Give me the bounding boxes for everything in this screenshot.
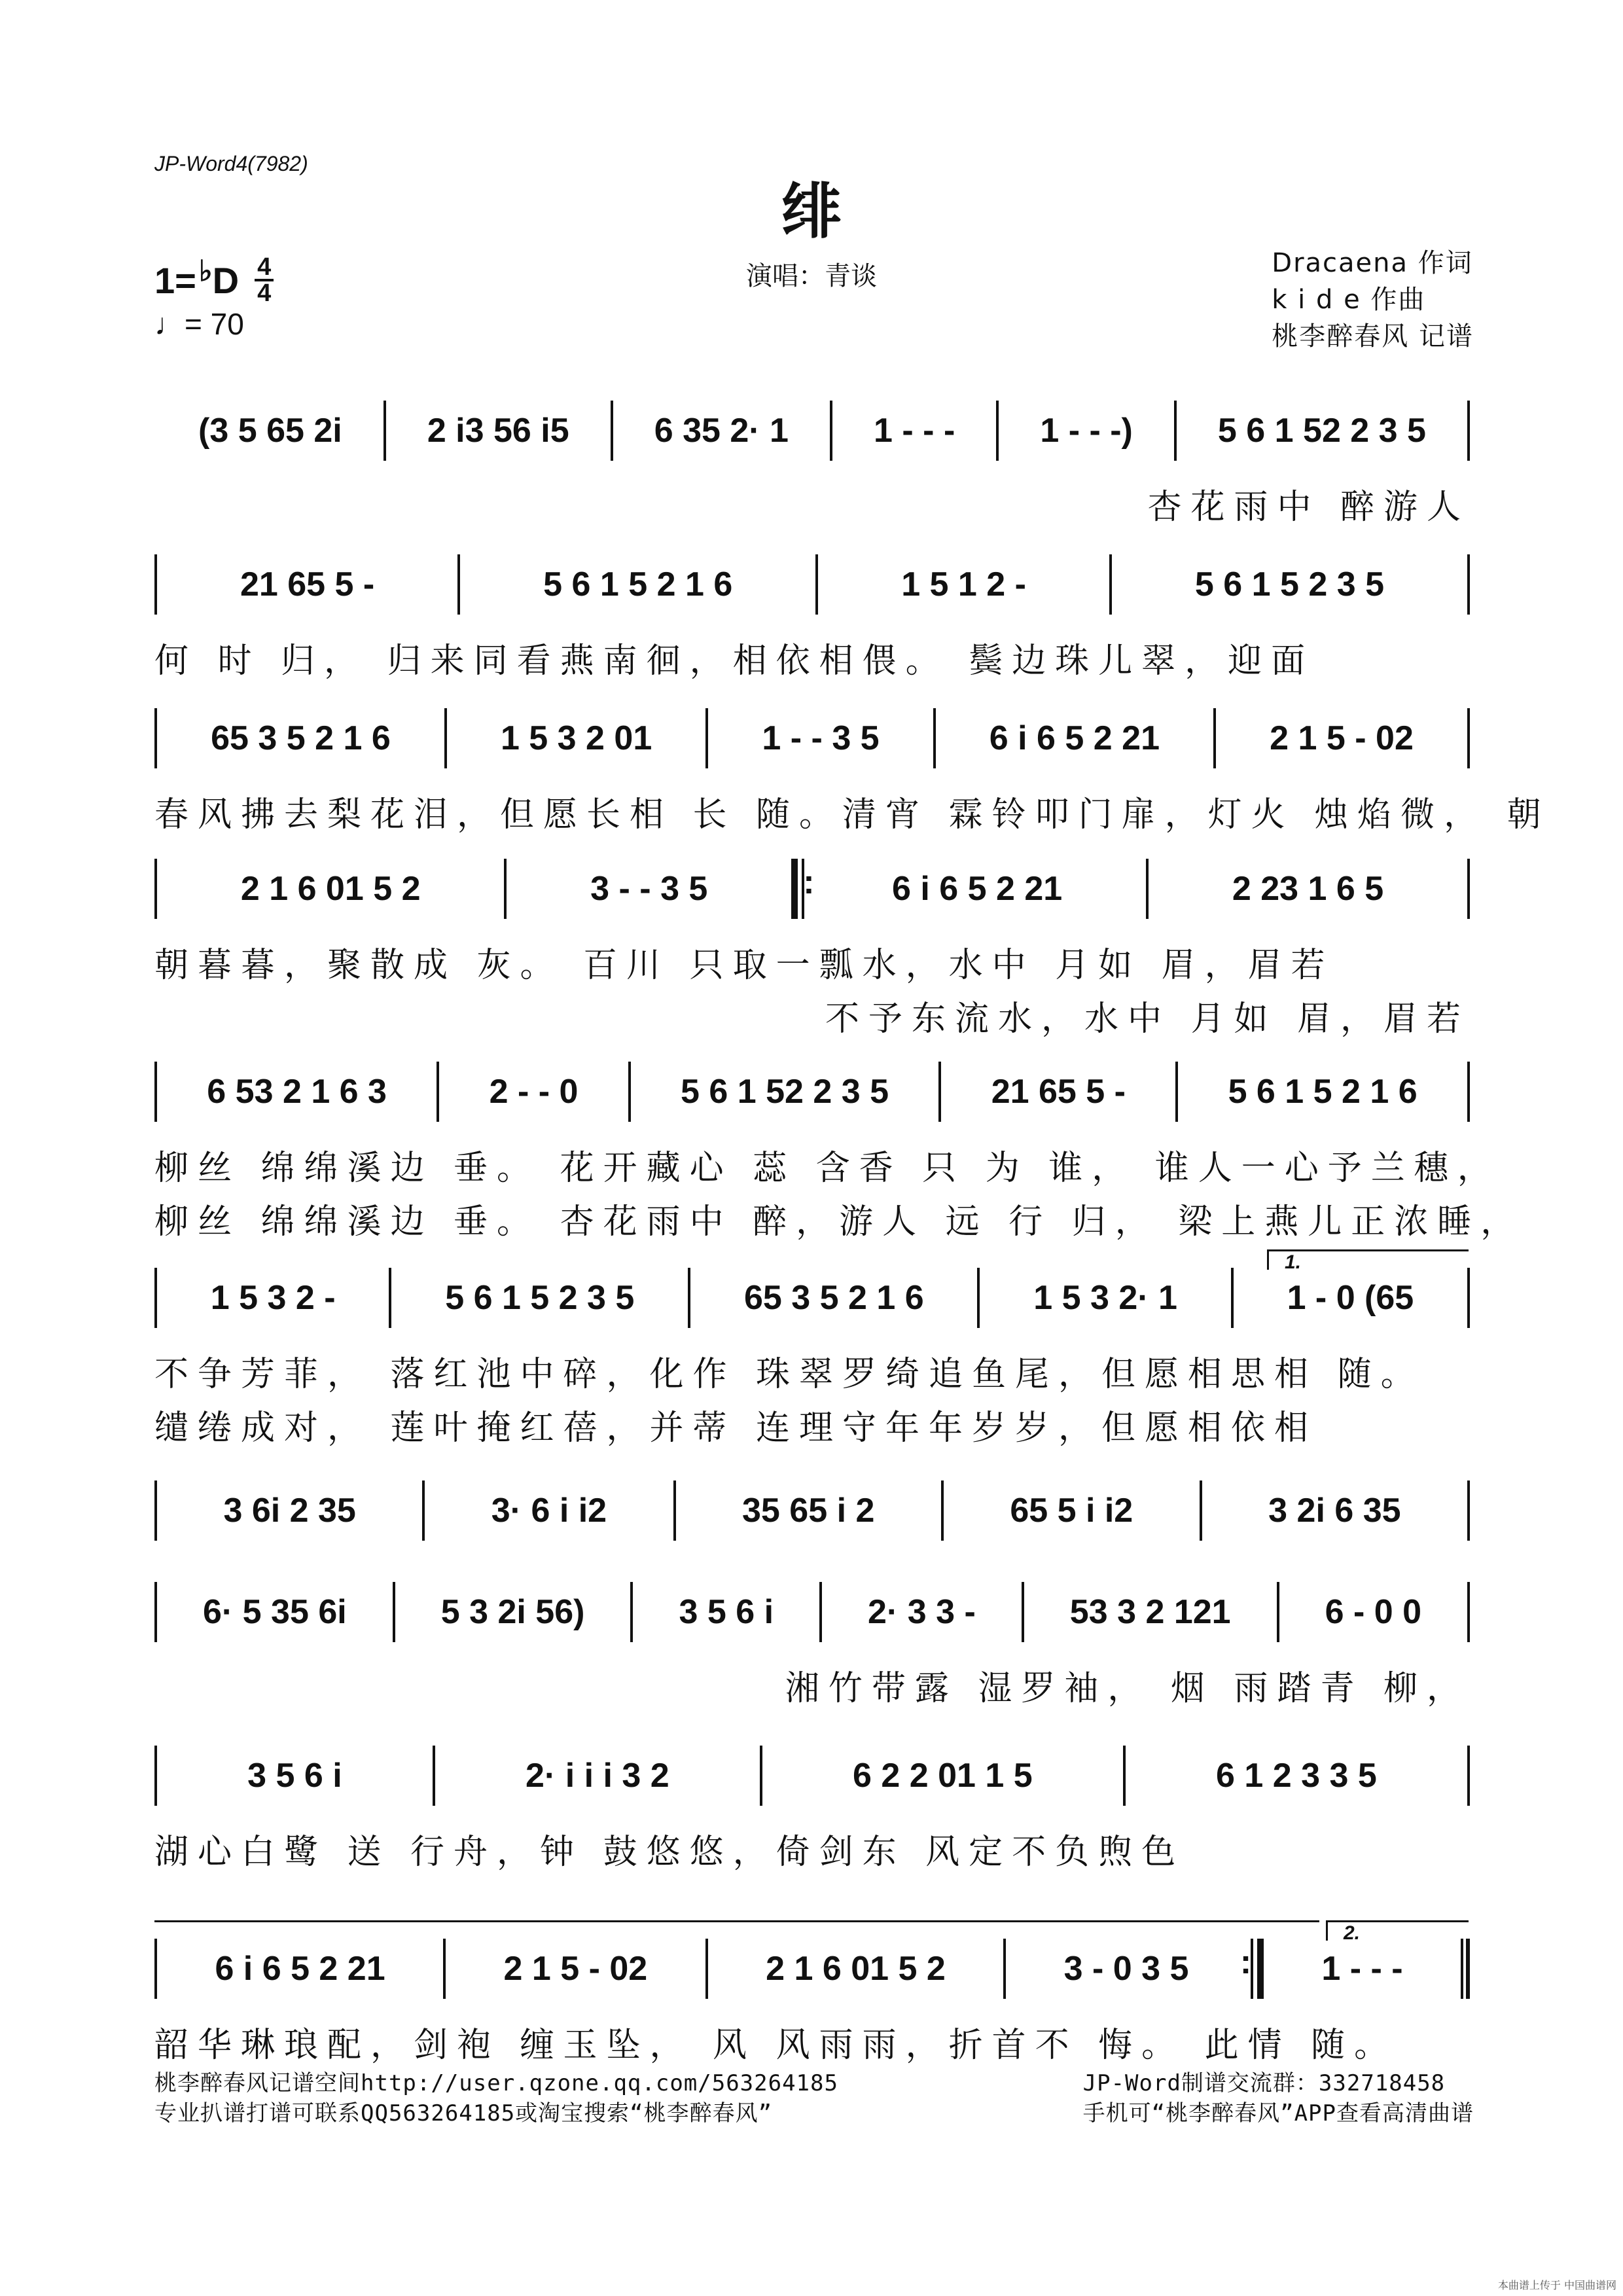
- footer-app: 手机可“桃李醉春风”APP查看高清曲谱: [1082, 2100, 1474, 2126]
- measure: 1 - - 3 5: [762, 719, 880, 757]
- measure: 6 - 0 0: [1325, 1593, 1422, 1631]
- measure: 6 i 6 5 2 21: [892, 870, 1063, 908]
- measure: 65 3 5 2 1 6: [211, 719, 391, 757]
- tempo-value: = 70: [185, 307, 244, 341]
- score-system: [154, 1922, 1470, 2065]
- footer-left: [154, 2068, 838, 2128]
- measure: 2· i i i 3 2: [526, 1757, 669, 1795]
- measure: 5 6 1 5 2 1 6: [1228, 1073, 1418, 1111]
- footer-contact: 专业扒谱打谱可联系QQ563264185或淘宝搜索“桃李醉春风”: [154, 2100, 773, 2126]
- lyric-line: 柳丝 绵绵溪边 垂。 花开藏心 蕊 含香 只 为 谁， 谁人一心予兰穗，: [154, 1149, 1501, 1188]
- measure: 6 i 6 5 2 21: [989, 719, 1160, 757]
- score-system: [154, 1251, 1470, 1448]
- music-line: [154, 1922, 1470, 2000]
- software-label: JP-Word4(7982): [154, 152, 308, 175]
- key-prefix: 1=: [154, 259, 196, 301]
- lyric-line: 湘竹带露 湿罗袖， 烟 雨踏青 柳，: [785, 1669, 1470, 1708]
- measure: 1 - - -): [1040, 412, 1133, 450]
- lyric-line: 何 时 归， 归来同看燕南徊，相依相偎。 鬓边珠儿翠，迎面: [154, 641, 1315, 681]
- measure: 1 - 0 (65: [1287, 1279, 1414, 1317]
- barline: [1467, 401, 1470, 461]
- lyric-line: 春风拂去梨花泪，但愿长相 长 随。清宵 霖铃叩门扉，灯火 烛焰微， 朝: [154, 795, 1550, 834]
- singer-credit: 演唱：青谈: [746, 261, 877, 291]
- measure: 1 - - -: [1321, 1950, 1403, 1988]
- measure: 3 - 0 3 5: [1063, 1950, 1189, 1988]
- volta-1-extension: [154, 1920, 1319, 1922]
- score-system: [154, 707, 1550, 834]
- measure: 2 - - 0: [489, 1073, 579, 1111]
- volta-2-label: 2.: [1344, 1922, 1361, 1944]
- music-line: [154, 1251, 1470, 1329]
- measure: 2 1 5 - 02: [1270, 719, 1414, 757]
- flat-symbol: ♭: [198, 255, 213, 287]
- lyric-line: 柳丝 绵绵溪边 垂。 杏花雨中 醉，游人 远 行 归， 梁上燕儿正浓睡，: [154, 1202, 1524, 1242]
- lyric-line: 不予东流水，水中 月如 眉，眉若: [825, 999, 1470, 1039]
- music-line: [154, 399, 1470, 462]
- measure: 2 1 6 01 5 2: [240, 870, 421, 908]
- measure: 6· 5 35 6i: [203, 1593, 347, 1631]
- repeat-start-barline: [791, 859, 808, 919]
- measure: 21 65 5 -: [991, 1073, 1126, 1111]
- barline: [1467, 1062, 1470, 1122]
- measure: 2 i3 56 i5: [427, 412, 569, 450]
- measure: 5 6 1 5 2 3 5: [445, 1279, 635, 1317]
- lyric-line: 不争芳菲， 落红池中碎，化作 珠翠罗绮追鱼尾，但愿相思相 随。: [154, 1355, 1424, 1394]
- volta-1: [1267, 1249, 1469, 1273]
- score-system: [154, 553, 1470, 681]
- measure: 65 5 i i2: [1010, 1492, 1133, 1530]
- barline: [1467, 708, 1470, 768]
- measure: 35 65 i 2: [742, 1492, 875, 1530]
- barline: [1467, 1268, 1470, 1328]
- measure: 6 53 2 1 6 3: [207, 1073, 387, 1111]
- measure: 5 6 1 52 2 3 5: [681, 1073, 889, 1111]
- barline: [1467, 554, 1470, 615]
- measure: 1 5 3 2· 1: [1033, 1279, 1177, 1317]
- measure: 6 i 6 5 2 21: [215, 1950, 385, 1988]
- barline: [1467, 1582, 1470, 1642]
- music-line: [154, 1479, 1470, 1542]
- song-title: 绯: [781, 176, 842, 247]
- measure: (3 5 65 2i: [198, 412, 342, 450]
- measure: 3 5 6 i: [247, 1757, 342, 1795]
- music-line: [154, 857, 1470, 920]
- measure: 3 - - 3 5: [590, 870, 708, 908]
- music-line: [154, 707, 1470, 770]
- measure: 2 1 5 - 02: [503, 1950, 648, 1988]
- score-system: [154, 1060, 1524, 1242]
- lyric-line: 缱绻成对， 莲叶掩红蓓，并蒂 连理守年年岁岁，但愿相依相: [154, 1408, 1318, 1448]
- measure: 2· 3 3 -: [868, 1593, 976, 1631]
- lyric-line: 韶华琳琅配，剑袍 缠玉坠， 风 风雨雨，折首不 悔。 此情 随。: [154, 2026, 1398, 2065]
- time-signature-bottom: 4: [257, 279, 272, 307]
- measure: 2 23 1 6 5: [1232, 870, 1384, 908]
- key-note: D: [212, 259, 240, 301]
- lyric-line: 湖心白鹭 送 行舟，钟 鼓悠悠，倚剑东 风定不负煦色: [154, 1833, 1185, 1872]
- final-barline: [1461, 1939, 1470, 1999]
- music-line: [154, 553, 1470, 616]
- composer-credit: k i d e 作曲: [1272, 285, 1426, 315]
- credits-block: [1272, 245, 1474, 355]
- measure: 5 3 2i 56): [440, 1593, 585, 1631]
- music-line: [154, 1060, 1470, 1123]
- footer-right: [1083, 2068, 1474, 2128]
- score-system: [154, 1479, 1470, 1542]
- lyric-line: 朝暮暮，聚散成 灰。 百川 只取一瓢水，水中 月如 眉，眉若: [154, 946, 1334, 985]
- measure: 1 5 3 2 01: [500, 719, 652, 757]
- measure: 5 6 1 5 2 1 6: [543, 565, 733, 603]
- measure: 1 5 3 2 -: [210, 1279, 336, 1317]
- measure: 21 65 5 -: [240, 565, 375, 603]
- time-signature-top: 4: [255, 255, 274, 281]
- measure: 1 5 1 2 -: [901, 565, 1026, 603]
- music-line: [154, 1581, 1470, 1643]
- measure: 6 35 2· 1: [654, 412, 789, 450]
- measure: 6 2 2 01 1 5: [853, 1757, 1033, 1795]
- score-system: [154, 1581, 1470, 1708]
- barline: [1467, 1746, 1470, 1806]
- measure: 65 3 5 2 1 6: [743, 1279, 924, 1317]
- footer-group: JP-Word制谱交流群：332718458: [1082, 2070, 1446, 2096]
- measure: 2 1 6 01 5 2: [766, 1950, 946, 1988]
- measure: 6 1 2 3 3 5: [1216, 1757, 1377, 1795]
- score-system: [154, 1744, 1470, 1872]
- music-line: [154, 1744, 1470, 1807]
- lyric-line: 杏花雨中 醉游人: [1147, 488, 1470, 527]
- tempo-marking: [154, 306, 244, 342]
- score-system: [154, 857, 1470, 1039]
- watermark: 本曲谱上传于 中国曲谱网: [1497, 2279, 1616, 2291]
- measure: 3· 6 i i2: [491, 1492, 607, 1530]
- barline: [1467, 859, 1470, 919]
- lyricist-credit: Dracaena 作词: [1272, 248, 1473, 278]
- quarter-note-icon: ♩: [154, 307, 185, 341]
- measure: 1 - - -: [874, 412, 955, 450]
- transcriber-credit: 桃李醉春风 记谱: [1272, 321, 1474, 351]
- score-system: [154, 399, 1470, 527]
- measure: 3 5 6 i: [679, 1593, 774, 1631]
- measure: 3 2i 6 35: [1268, 1492, 1401, 1530]
- barline: [1467, 1480, 1470, 1541]
- measure: 5 6 1 5 2 3 5: [1194, 565, 1385, 603]
- repeat-end-barline: [1247, 1939, 1264, 1999]
- footer-qzone-link[interactable]: 桃李醉春风记谱空间http://user.qzone.qq.com/563264185: [154, 2070, 838, 2096]
- measure: 3 6i 2 35: [223, 1492, 356, 1530]
- measure: 5 6 1 52 2 3 5: [1217, 412, 1426, 450]
- measure: 53 3 2 121: [1069, 1593, 1231, 1631]
- volta-1-label: 1.: [1285, 1251, 1302, 1273]
- volta-2: [1326, 1920, 1469, 1944]
